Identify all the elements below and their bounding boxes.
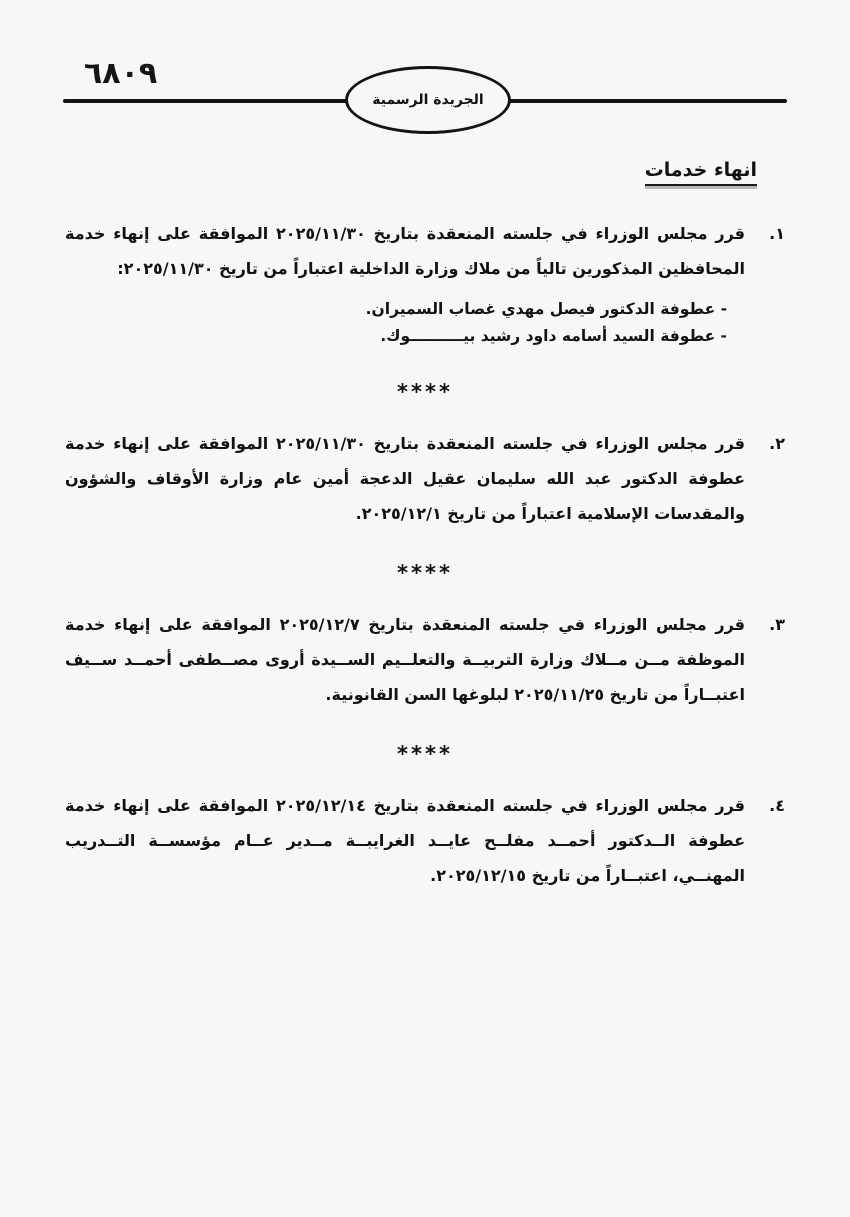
gazette-title-text: الجريدة الرسمية [372,92,484,108]
decision-text: قرر مجلس الوزراء في جلسته المنعقدة بتاريخ ٢٠٢٥/١١/٣٠ الموافقة على إنهاء خدمة المحافظين المذكورين تالياً من ملاك وزارة الداخلية اعتباراً من تاريخ ٢٠٢٥/١١/٣٠: [65,224,746,278]
section-separator: **** [397,380,453,404]
page-content [0,154,850,893]
item-number: ٤. [769,796,785,815]
page-header [0,0,850,140]
section-separator: **** [397,561,453,585]
bullet-item: - عطوفة السيد أسامه داود رشيد بيــــــــــوك. [380,327,727,345]
section-title [65,154,785,186]
page-number: ٦٨٠٩ [84,56,158,91]
section-separator: **** [397,742,453,766]
item-number: ٢. [769,434,785,453]
decision-item-1 [65,216,785,286]
section-title-text: انهاء خدمات [645,159,757,186]
decision-text: قرر مجلس الوزراء في جلسته المنعقدة بتاريخ ٢٠٢٥/١١/٣٠ الموافقة على إنهاء خدمة عطوفة الدكتور عبد الله سليمان عقيل الدعجة أمين عام وزارة الأوقاف والشؤون والمقدسات الإسلامية اعتباراً من تاريخ ٢٠٢٥/١٢/١. [65,434,746,523]
decision-text: قرر مجلس الوزراء في جلسته المنعقدة بتاريخ ٢٠٢٥/١٢/١٤ الموافقة على إنهاء خدمة عطوفة الــدكتور أحمــد مفلــح عايــد الغرايبــة مــدير عــام مؤسســة التــدريب المهنــي، اعتبــاراً من تاريخ ٢٠٢٥/١٢/١٥. [65,796,746,885]
decision-item-3 [65,607,785,712]
bullet-item: - عطوفة الدكتور فيصل مهدي غصاب السميران. [365,300,727,318]
decision-text: قرر مجلس الوزراء في جلسته المنعقدة بتاريخ ٢٠٢٥/١٢/٧ الموافقة على إنهاء خدمة الموظفة مــن مــلاك وزارة التربيــة والتعلــيم الســيدة أروى مصــطفى أحمــد ســيف اعتبــاراً من تاريخ ٢٠٢٥/١١/٢٥ لبلوغها السن القانونية. [65,615,746,704]
item-number: ٣. [769,615,785,634]
item-number: ١. [769,224,785,243]
decision-item-2 [65,426,785,531]
bullet-list [65,296,785,350]
decision-item-4 [65,788,785,893]
gazette-title-badge [345,66,511,134]
